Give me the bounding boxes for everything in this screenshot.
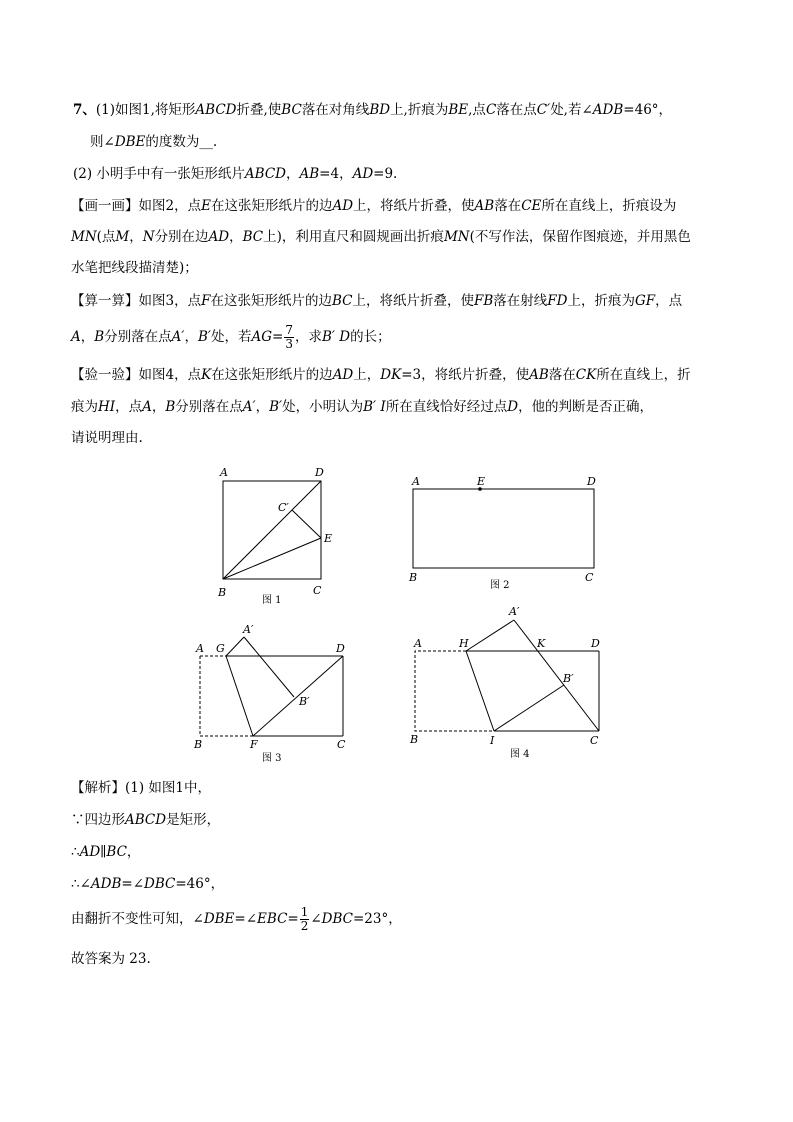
fig2-label-A: A	[412, 475, 420, 488]
fig3-label-B: B	[194, 738, 203, 751]
fig1-caption: 图 1	[262, 595, 282, 606]
fig2-caption: 图 2	[490, 580, 510, 591]
fig3-label-C: C	[337, 738, 346, 751]
calc-line2: A，B分别落在点A′，B′处，若AG= $\frac{7}{3}$ ，求B′ D的长；	[71, 323, 391, 351]
draw-line3: 水笔把线段描清楚)；	[71, 260, 198, 276]
fig3-label-G: G	[216, 642, 225, 655]
fig2-label-D: D	[587, 475, 596, 488]
fig4-label-A: A	[414, 637, 422, 650]
fig4-label-I: I	[490, 734, 495, 747]
fig1-label-E: E	[324, 532, 333, 545]
fig1-label-C: C	[313, 584, 322, 597]
draw-line1: 【画一画】如图2，点E在这张矩形纸片的边AD上，将纸片折叠，使AB落在CE所在直线上，折痕设为	[71, 198, 677, 214]
verify-line3: 请说明理由.	[71, 430, 143, 446]
verify-line1: 【验一验】如图4，点K在这张矩形纸片的边AD上，DK=3，将纸片折叠，使AB落在CK所在直线上，折	[71, 367, 691, 383]
fig4-caption: 图 4	[510, 749, 530, 760]
fig1-label-D: D	[315, 466, 324, 479]
solution-line6: 故答案为 23.	[71, 951, 151, 967]
fig3-label-Ap: A′	[243, 623, 254, 636]
figure-1	[223, 481, 321, 579]
fig4-label-Ap: A′	[509, 605, 520, 618]
calc-line1: 【算一算】如图3，点F在这张矩形纸片的边BC上，将纸片折叠，使FB落在射线FD上，折痕为GF，点	[71, 293, 683, 309]
figure-2	[413, 489, 594, 568]
fig3-caption: 图 3	[262, 753, 282, 764]
verify-line2: 痕为HI，点A，B分别落在点A′，B′处，小明认为B′ I所在直线恰好经过点D，他的判断是否正确，	[71, 399, 654, 415]
fig4-label-B: B	[410, 733, 419, 746]
fig4-label-Bp: B′	[563, 672, 574, 685]
fig4-label-H: H	[459, 637, 469, 650]
fraction-7-3: $\frac{7}{3}$	[285, 323, 293, 351]
solution-line2: ∵四边形ABCD是矩形，	[71, 812, 221, 828]
fig3-label-D: D	[336, 642, 345, 655]
q1-line1: 7、(1)如图1,将矩形ABCD折叠,使BC落在对角线BD上,折痕为BE,点C落在点C′处,若∠ADB=46°，	[73, 102, 673, 118]
q1-line2: 则∠DBE的度数为__.	[90, 134, 218, 150]
fig2-label-C: C	[585, 571, 594, 584]
fig1-label-B: B	[218, 586, 227, 599]
fig4-label-D: D	[591, 637, 600, 650]
fig2-label-E: E	[477, 475, 486, 488]
fig1-label-A: A	[220, 466, 228, 479]
fig3-label-A: A	[196, 642, 204, 655]
fig3-label-Bp: B′	[299, 695, 310, 708]
fig4-label-C: C	[590, 734, 599, 747]
fig1-label-Cp: C′	[278, 501, 289, 514]
q2-line: (2) 小明手中有一张矩形纸片ABCD，AB=4，AD=9.	[73, 166, 398, 182]
draw-line2: MN(点M，N分别在边AD，BC上)，利用直尺和圆规画出折痕MN(不写作法，保留作图痕迹，并用黑色	[71, 229, 691, 245]
fig2-label-B: B	[409, 571, 418, 584]
solution-line4: ∴∠ADB=∠DBC=46°，	[71, 876, 225, 892]
solution-line3: ∴AD∥BC，	[71, 844, 141, 860]
fig4-label-K: K	[537, 637, 546, 650]
solution-line5: 由翻折不变性可知，∠DBE=∠EBC= $\frac{1}{2}$ ∠DBC=23°，	[71, 905, 402, 933]
fraction-1-2: $\frac{1}{2}$	[300, 905, 309, 933]
solution-line1: 【解析】(1) 如图1中，	[71, 780, 212, 796]
fig3-label-F: F	[250, 738, 258, 751]
